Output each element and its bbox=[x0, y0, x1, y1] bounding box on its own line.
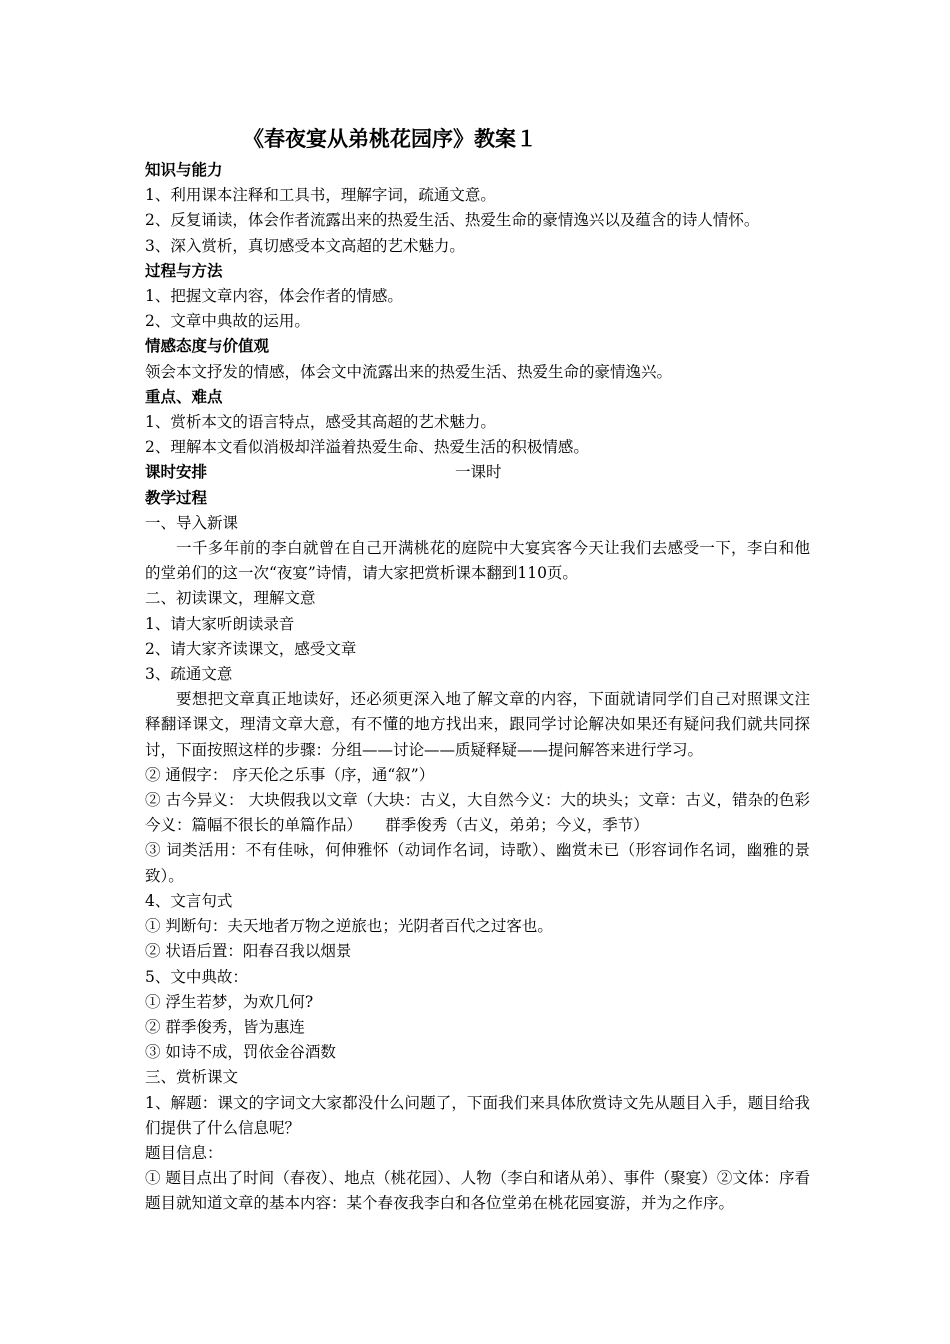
syntax-item: ② 状语后置：阳春召我以烟景 bbox=[145, 942, 352, 961]
document-body bbox=[145, 124, 810, 1217]
section-heading-schedule: 课时安排 bbox=[145, 463, 208, 482]
section-heading-process: 过程与方法 bbox=[145, 261, 223, 280]
allusion-item: ② 群季俊秀，皆为惠连 bbox=[145, 1017, 305, 1036]
process-item: 2、文章中典故的运用。 bbox=[145, 312, 310, 331]
section-heading-key: 重点、难点 bbox=[145, 387, 223, 406]
section-heading-emotion: 情感态度与价值观 bbox=[145, 337, 270, 356]
allusion-item: ① 浮生若梦，为欢几何? bbox=[145, 992, 314, 1011]
knowledge-item: 2、反复诵读，体会作者流露出来的热爱生活、热爱生命的豪情逸兴以及蕴含的诗人情怀。 bbox=[145, 211, 760, 230]
allusion-heading: 5、文中典故： bbox=[145, 967, 248, 986]
document-title: 《春夜宴从弟桃花园序》教案１ bbox=[243, 126, 537, 151]
title-info-label: 题目信息： bbox=[145, 1143, 223, 1162]
schedule-value: 一课时 bbox=[455, 463, 502, 482]
schedule-row bbox=[145, 460, 810, 485]
step-heading-reading: 二、初读课文，理解文意 bbox=[145, 589, 316, 608]
knowledge-item: 3、深入赏析，真切感受本文高超的艺术魅力。 bbox=[145, 236, 465, 255]
step-heading-intro: 一、导入新课 bbox=[145, 513, 239, 532]
allusion-item: ③ 如诗不成，罚依金谷酒数 bbox=[145, 1043, 336, 1062]
section-heading-knowledge: 知识与能力 bbox=[145, 161, 223, 179]
appreciation-paragraph: 1、解题：课文的字词文大家都没什么问题了，下面我们来具体欣赏诗文先从题目入手，题目给我们提供了什么信息呢？ bbox=[145, 1093, 810, 1137]
process-item: 1、把握文章内容，体会作者的情感。 bbox=[145, 287, 403, 306]
vocab-note: ③ 词类活用：不有佳咏，何伸雅怀（动词作名词，诗歌）、幽赏未已（形容词作名词，幽雅的景致）。 bbox=[145, 841, 810, 885]
knowledge-item: 1、利用课本注释和工具书，理解字词，疏通文意。 bbox=[145, 186, 496, 205]
syntax-heading: 4、文言句式 bbox=[145, 891, 233, 910]
intro-paragraph: 一千多年前的李白就曾在自己开满桃花的庭院中大宴宾客今天让我们去感受一下，李白和他的堂弟们的这一次“夜宴”诗情，请大家把赏析课本翻到110页。 bbox=[145, 539, 810, 583]
syntax-item: ① 判断句：夫天地者万物之逆旅也；光阴者百代之过客也。 bbox=[145, 917, 553, 936]
reading-item: 3、疏通文意 bbox=[145, 665, 233, 684]
vocab-note: ② 古今异义： 大块假我以文章（大块：古义，大自然今义：大的块头；文章：古义，错杂的色彩今义：篇幅不很长的单篇作品） 群季俊秀（古义，弟弟；今义，季节） bbox=[145, 791, 810, 835]
emotion-text: 领会本文抒发的情感，体会文中流露出来的热爱生活、热爱生命的豪情逸兴。 bbox=[145, 362, 673, 381]
vocab-note: ② 通假字： 序天伦之乐事（序，通“叙”） bbox=[145, 765, 435, 784]
section-heading-teaching: 教学过程 bbox=[145, 488, 208, 507]
reading-item: 1、请大家听朗读录音 bbox=[145, 614, 295, 633]
step-heading-appreciation: 三、赏析课文 bbox=[145, 1068, 239, 1087]
key-item: 2、理解本文看似消极却洋溢着热爱生命、热爱生活的积极情感。 bbox=[145, 438, 589, 457]
key-item: 1、赏析本文的语言特点，感受其高超的艺术魅力。 bbox=[145, 413, 496, 432]
reading-paragraph: 要想把文章真正地读好，还必须更深入地了解文章的内容，下面就请同学们自己对照课文注释翻译课文，理清文章大意，有不懂的地方找出来，跟同学讨论解决如果还有疑问我们就共同探讨，下面按照这样的步骤：分组——讨论——质疑释疑——提问解答来进行学习。 bbox=[145, 690, 810, 759]
reading-item: 2、请大家齐读课文，感受文章 bbox=[145, 639, 357, 658]
title-info-text: ① 题目点出了时间（春夜）、地点（桃花园）、人物（李白和诸从弟）、事件（聚宴）②文体：序看题目就知道文章的基本内容：某个春夜我李白和各位堂弟在桃花园宴游，并为之作序。 bbox=[145, 1169, 810, 1213]
